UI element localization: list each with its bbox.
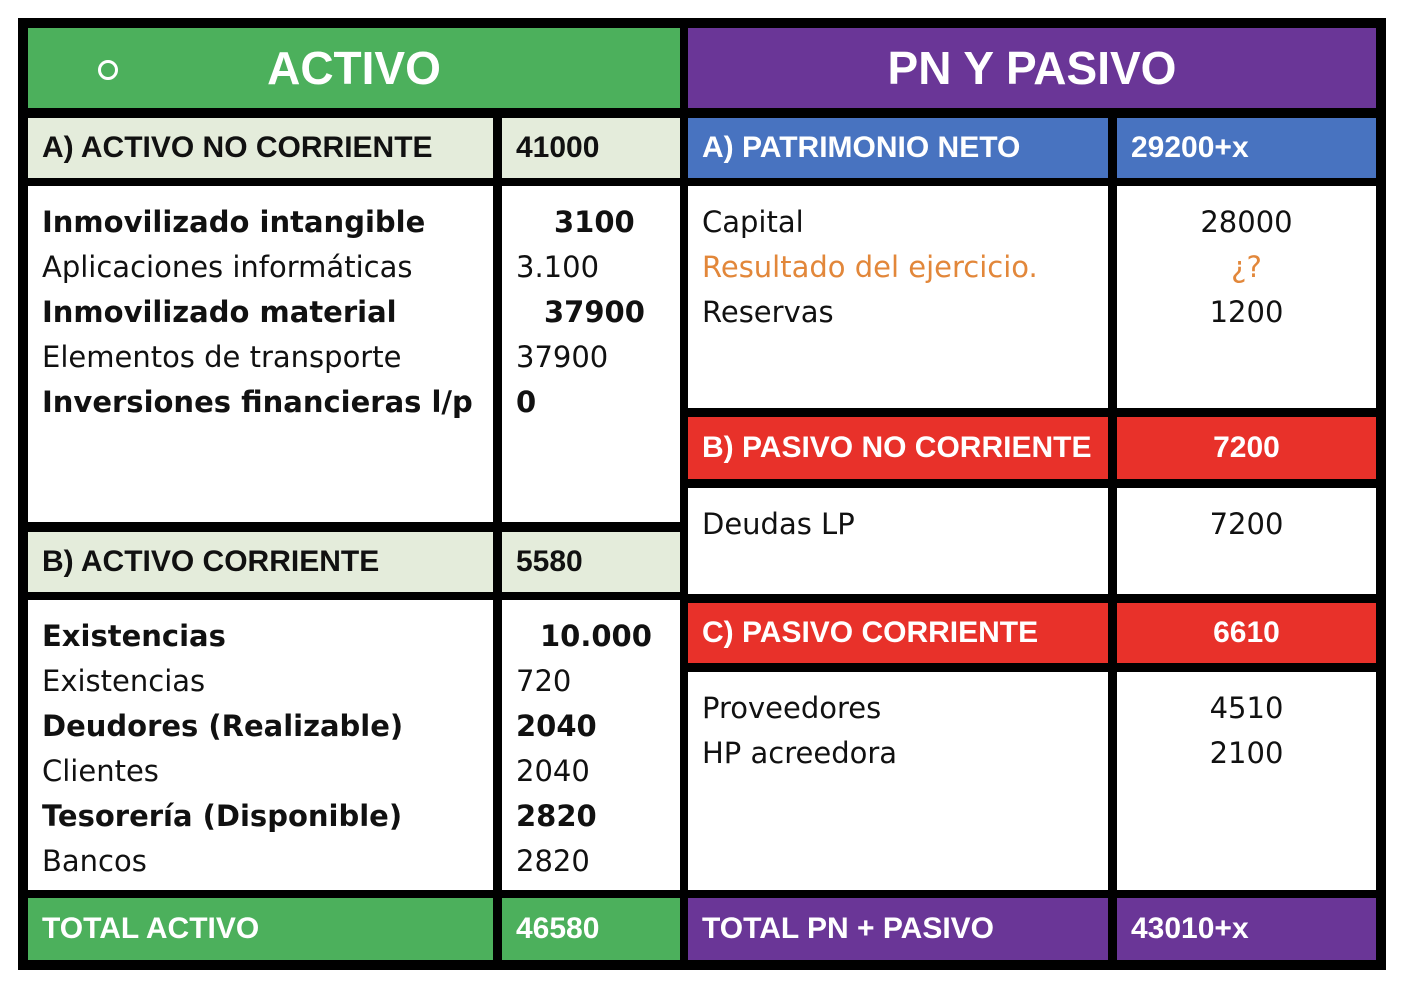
total-pasivo-label: TOTAL PN + PASIVO: [688, 898, 1108, 960]
pasivo-no-corriente-values: [1117, 488, 1376, 594]
total-activo-value: 46580: [502, 898, 680, 960]
pasivo-corriente-label: C) PASIVO CORRIENTE: [688, 603, 1108, 663]
item-value: 37900: [516, 340, 609, 374]
item-name: HP acreedora: [702, 736, 898, 770]
item-name: Deudores (Realizable): [42, 709, 404, 743]
pasivo-corriente-values: [1117, 672, 1376, 890]
item-value: 2820: [516, 844, 590, 878]
item-value: 3.100: [516, 250, 600, 284]
activo-title: [28, 28, 680, 108]
item-name: Capital: [702, 205, 804, 239]
item-value: 0: [516, 385, 537, 419]
total-pasivo-value: 43010+x: [1117, 898, 1376, 960]
item-name: Elementos de transporte: [42, 340, 402, 374]
activo-corriente-items: [28, 600, 493, 890]
radio-circle-icon[interactable]: [98, 60, 118, 80]
item-name: Bancos: [42, 844, 147, 878]
activo-title-text: ACTIVO: [267, 42, 441, 94]
item-value: 2040: [516, 754, 590, 788]
item-name: Inmovilizado intangible: [42, 205, 426, 239]
total-activo-label: TOTAL ACTIVO: [28, 898, 493, 960]
activo-no-corriente-label: A) ACTIVO NO CORRIENTE: [28, 118, 493, 178]
patrimonio-neto-value: 29200+x: [1117, 118, 1376, 178]
item-name: Clientes: [42, 754, 159, 788]
item-value: 2820: [516, 799, 597, 833]
activo-corriente-label: B) ACTIVO CORRIENTE: [28, 532, 493, 592]
activo-corriente-values: [502, 600, 680, 890]
item-value: 10.000: [540, 619, 652, 653]
pasivo-title: [688, 28, 1376, 108]
patrimonio-neto-items: [688, 186, 1108, 408]
activo-no-corriente-items: [28, 186, 493, 522]
item-name: Existencias: [42, 619, 226, 653]
item-value: 720: [516, 664, 572, 698]
resultado-ejercicio-value: ¿?: [1231, 250, 1262, 284]
item-name: Proveedores: [702, 691, 882, 725]
item-name: Deudas LP: [702, 507, 855, 541]
item-name: Existencias: [42, 664, 206, 698]
activo-no-corriente-values: [502, 186, 680, 522]
item-name: Inmovilizado material: [42, 295, 397, 329]
pasivo-corriente-value: 6610: [1117, 603, 1376, 663]
activo-corriente-value: 5580: [502, 532, 680, 592]
patrimonio-neto-label: A) PATRIMONIO NETO: [688, 118, 1108, 178]
item-value: 7200: [1209, 507, 1284, 541]
item-value: 1200: [1209, 295, 1284, 329]
item-name: Reservas: [702, 295, 834, 329]
pasivo-no-corriente-label: B) PASIVO NO CORRIENTE: [688, 417, 1108, 479]
pasivo-corriente-items: [688, 672, 1108, 890]
pasivo-no-corriente-value: 7200: [1117, 417, 1376, 479]
item-value: 4510: [1209, 691, 1284, 725]
item-value: 28000: [1200, 205, 1293, 239]
activo-no-corriente-value: 41000: [502, 118, 680, 178]
pasivo-no-corriente-items: [688, 488, 1108, 594]
resultado-ejercicio-name: Resultado del ejercicio.: [702, 250, 1038, 284]
balance-sheet: [18, 18, 1386, 970]
pasivo-title-text: PN Y PASIVO: [887, 42, 1177, 94]
item-name: Aplicaciones informáticas: [42, 250, 413, 284]
item-name: Tesorería (Disponible): [42, 799, 403, 833]
item-value: 37900: [544, 295, 645, 329]
item-value: 3100: [554, 205, 635, 239]
item-name: Inversiones financieras l/p: [42, 385, 473, 419]
item-value: 2100: [1209, 736, 1284, 770]
patrimonio-neto-values: [1117, 186, 1376, 408]
item-value: 2040: [516, 709, 597, 743]
